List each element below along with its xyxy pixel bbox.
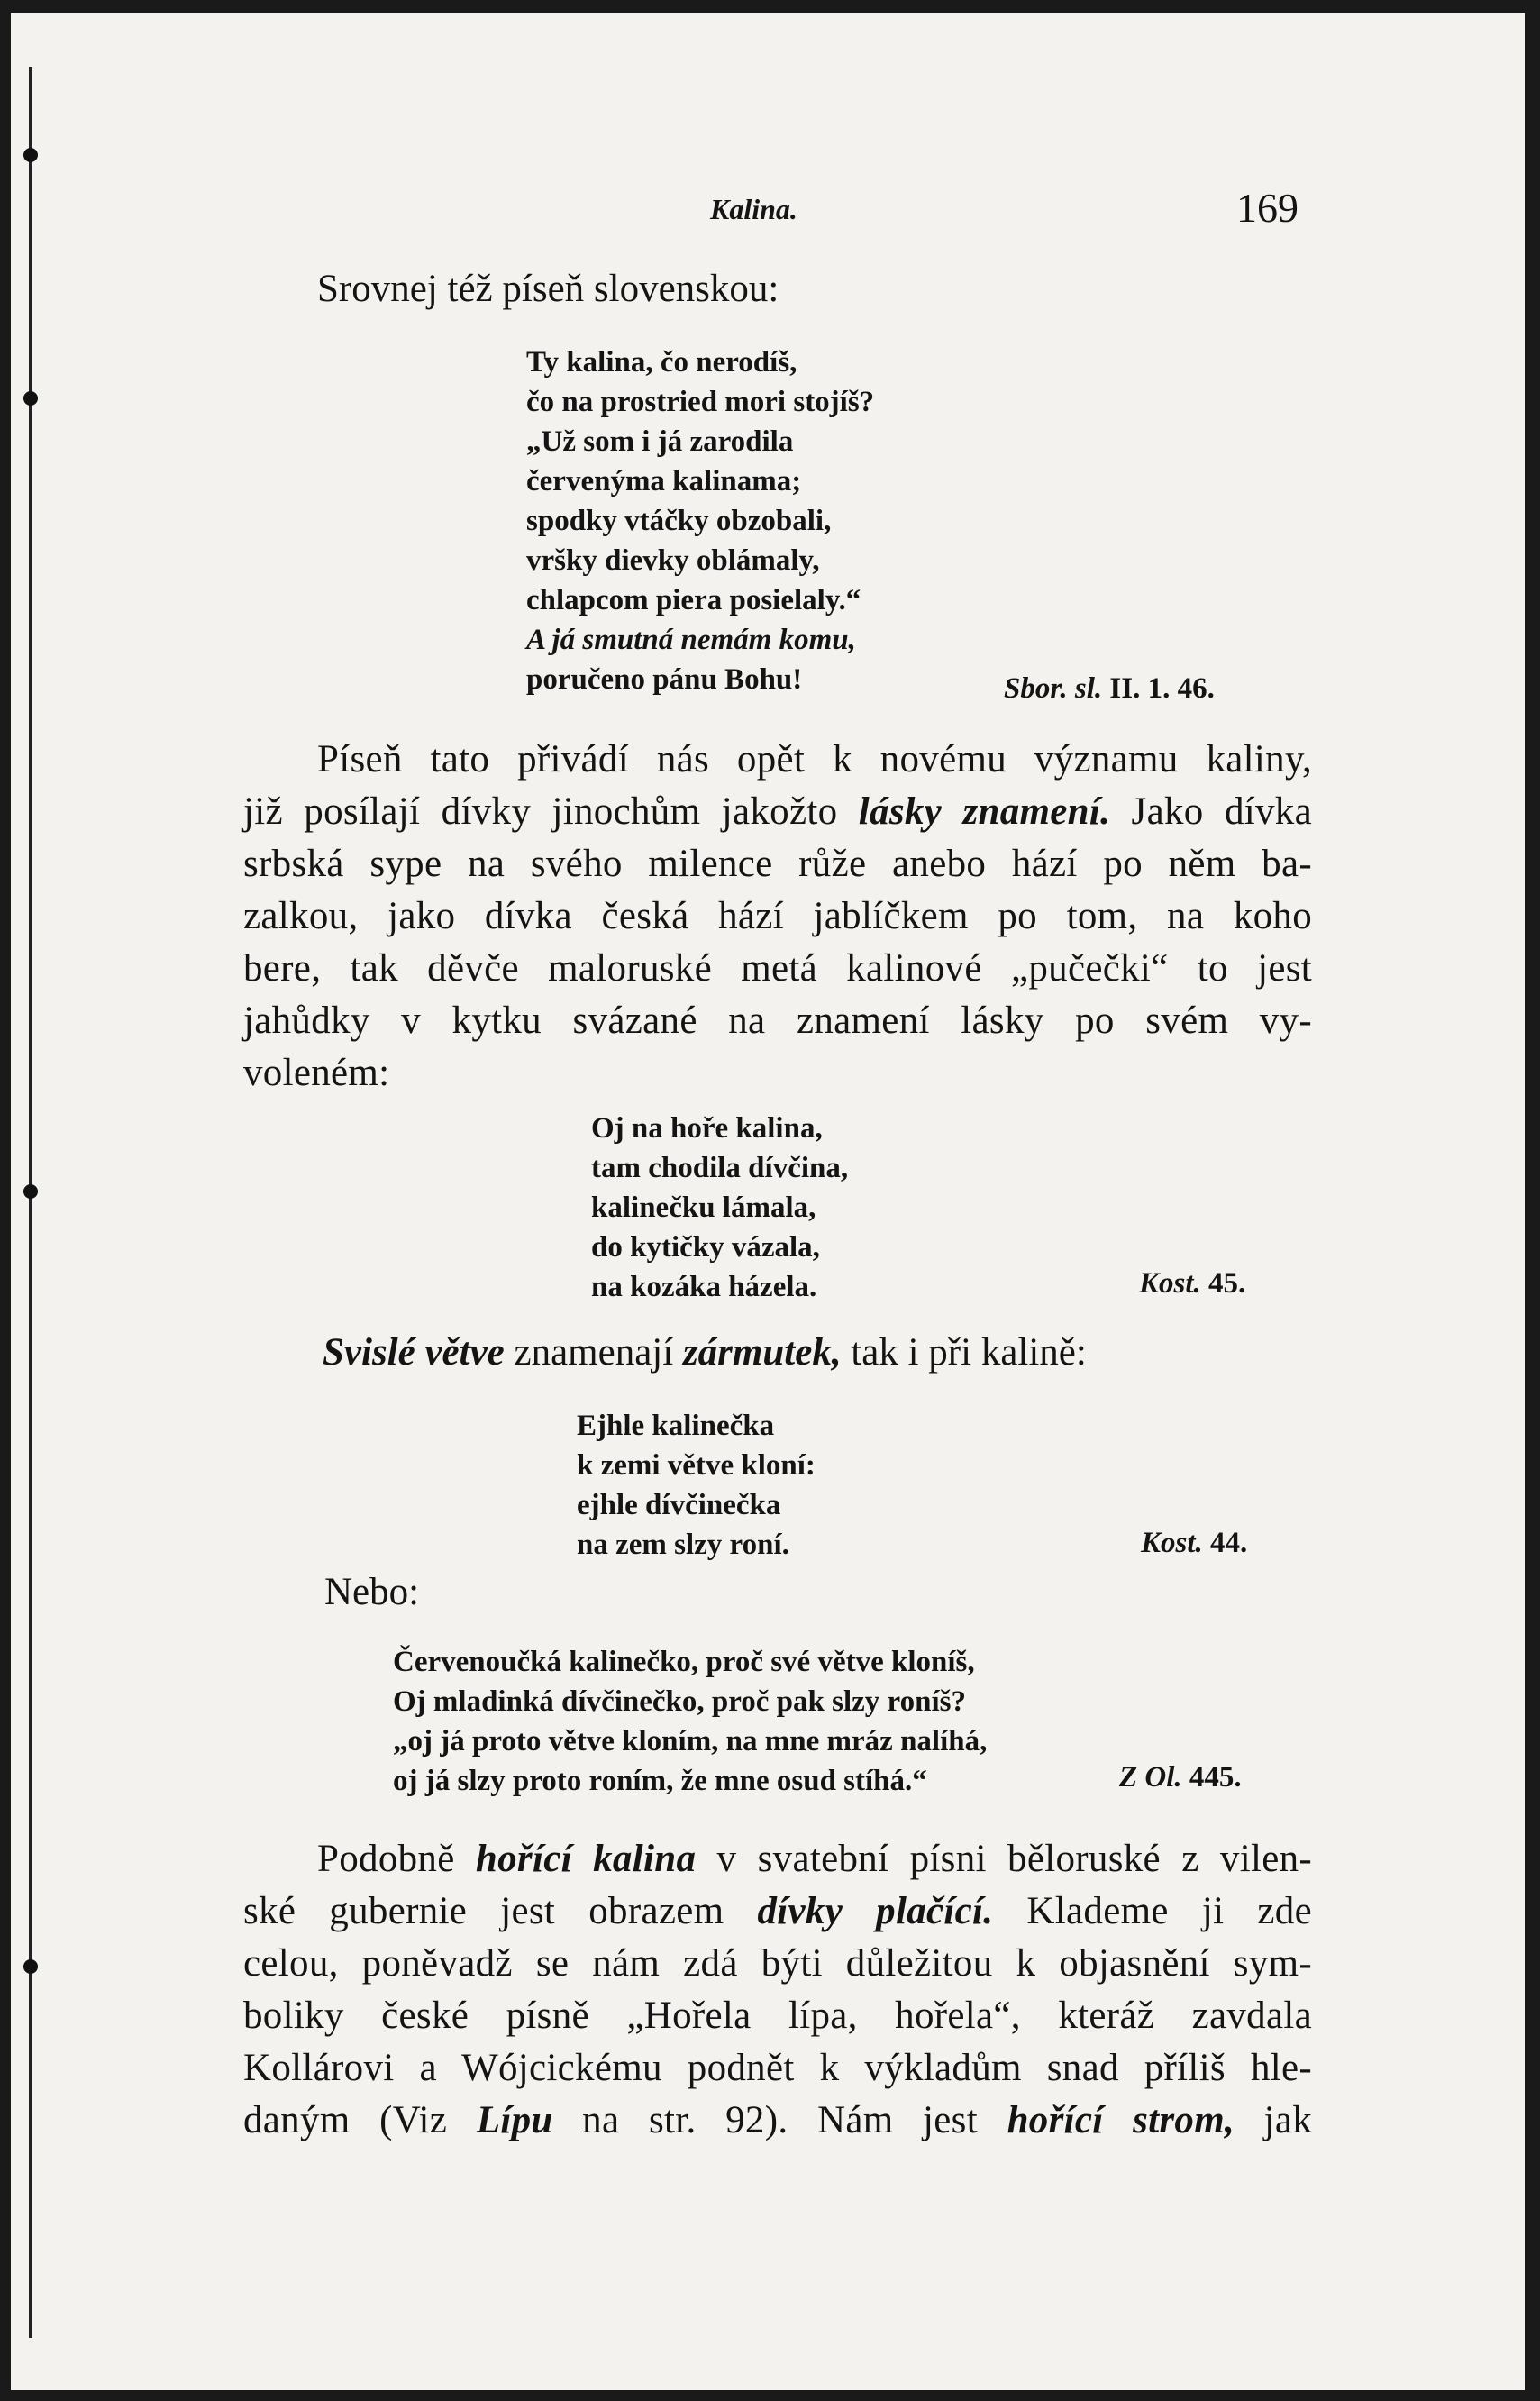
book-page [11, 13, 1525, 2390]
text-span: Podobně [317, 1838, 476, 1880]
text-line: bere, tak děvče maloruské metá kalinové „pučečki“ to jest [243, 947, 1312, 990]
verse-line: spodky vtáčky obzobali, [526, 505, 832, 537]
svisle-line [323, 1330, 1087, 1374]
verse-line: chlapcom piera posielaly.“ [526, 584, 861, 616]
emphasis-text: dívky plačící. [757, 1890, 994, 1932]
verse-line: Oj na hoře kalina, [591, 1112, 823, 1145]
poem-cervenoucka [393, 1642, 987, 1801]
text-span: Klademe ji zde [993, 1890, 1312, 1932]
verse-line: oj já slzy proto roním, že mne osud stíhá.“ [393, 1765, 927, 1797]
binding-mark [23, 391, 38, 406]
verse-line: Oj mladinká dívčinečko, proč pak slzy roníš? [393, 1685, 966, 1718]
text-span: v svatební písni běloruské z vilen- [696, 1838, 1313, 1880]
verse-line: Červenoučká kalinečko, proč své větve kloníš, [393, 1646, 975, 1678]
nebo-line: Nebo: [324, 1571, 420, 1613]
citation-ref: 44. [1210, 1527, 1248, 1559]
binding-mark [23, 1959, 38, 1974]
verse-line: vršky dievky oblámaly, [526, 544, 820, 577]
text-line: celou, poněvadž se nám zdá býti důležitou k objasnění sym- [243, 1942, 1312, 1985]
text-line: boliky české písně „Hořela lípa, hořela“, kteráž zavdala [243, 1995, 1312, 2037]
citation-source: Kost. [1141, 1527, 1203, 1559]
emphasis-text: zármutek, [682, 1331, 842, 1374]
emphasis-text: Svislé větve [323, 1331, 505, 1374]
text-line [243, 1885, 1312, 1938]
citation-source: Kost. [1139, 1267, 1201, 1300]
poem-citation [1141, 1527, 1247, 1560]
text-line: jahůdky v kytku svázané na znamení lásky po svém vy- [243, 1000, 1312, 1042]
verse-line: tam chodila dívčina, [591, 1152, 849, 1184]
verse-line: Ejhle kalinečka [577, 1410, 775, 1442]
emphasis-text: hořící kalina [475, 1838, 697, 1880]
poem-citation [1004, 672, 1215, 706]
text-line [243, 2095, 1312, 2147]
paragraph-2 [243, 1833, 1312, 2147]
text-span: tak i při kalině: [841, 1331, 1087, 1374]
verse-line: „oj já proto větve kloním, na mne mráz nalíhá, [393, 1725, 988, 1757]
text-span: znamenají [504, 1331, 683, 1374]
verse-line: na kozáka házela. [591, 1271, 817, 1303]
text-line: Kollárovi a Wójcickému podnět k výkladům snad příliš hle- [243, 2047, 1312, 2089]
verse-line: ejhle dívčinečka [577, 1489, 781, 1521]
binding-mark [23, 1184, 38, 1199]
text-line: zalkou, jako dívka česká hází jablíčkem po tom, na koho [243, 895, 1312, 937]
text-span: daným (Viz [243, 2099, 477, 2141]
text-span: ské gubernie jest obrazem [243, 1890, 758, 1932]
text-line: voleném: [243, 1052, 390, 1094]
text-line: Píseň tato přivádí nás opět k novému významu kaliny, [317, 738, 1312, 781]
verse-line: červenýma kalinama; [526, 465, 802, 498]
verse-line: na zem slzy roní. [577, 1529, 789, 1561]
verse-line: do kytičky vázala, [591, 1231, 820, 1264]
verse-line: poručeno pánu Bohu! [526, 663, 803, 696]
verse-line: Ty kalina, čo nerodíš, [526, 346, 797, 379]
verse-line: kalinečku lámala, [591, 1191, 816, 1224]
intro-line: Srovnej též píseň slovenskou: [317, 268, 779, 310]
page-number: 169 [1236, 185, 1299, 231]
poem-citation [1139, 1267, 1245, 1301]
verse-line: čo na prostried mori stojíš? [526, 386, 875, 418]
running-header-title: Kalina. [710, 193, 797, 225]
poem-ukrainian [591, 1109, 848, 1307]
poem-citation [1119, 1761, 1242, 1794]
text-line [243, 1833, 1312, 1885]
citation-ref: II. 1. 46. [1109, 672, 1215, 705]
text-line: srbská sype na svého milence růže anebo hází po něm ba- [243, 843, 1312, 885]
poem-slovak [526, 342, 874, 699]
text-span: Jako dívka [1110, 790, 1312, 833]
citation-ref: 45. [1208, 1267, 1246, 1300]
citation-source: Z Ol. [1119, 1761, 1182, 1794]
paragraph-1 [243, 734, 1312, 1100]
emphasis-text: Lípu [476, 2099, 553, 2141]
citation-ref: 445. [1189, 1761, 1242, 1794]
text-span: na str. 92). Nám jest [552, 2099, 1007, 2141]
page-spine-edge [29, 67, 32, 2338]
text-span: již posílají dívky jinochům jakožto [243, 790, 859, 833]
text-span: jak [1235, 2099, 1313, 2141]
verse-line-italic: A já smutná nemám komu, [526, 624, 856, 656]
emphasis-text: hořící strom, [1007, 2099, 1235, 2141]
poem-kalinecka [577, 1406, 816, 1565]
citation-source: Sbor. sl. [1004, 672, 1103, 705]
emphasis-text: lásky znamení. [858, 790, 1111, 833]
verse-line: „Už som i já zarodila [526, 425, 794, 458]
binding-mark [23, 148, 38, 162]
verse-line: k zemi větve kloní: [577, 1449, 816, 1482]
text-line [243, 786, 1312, 838]
